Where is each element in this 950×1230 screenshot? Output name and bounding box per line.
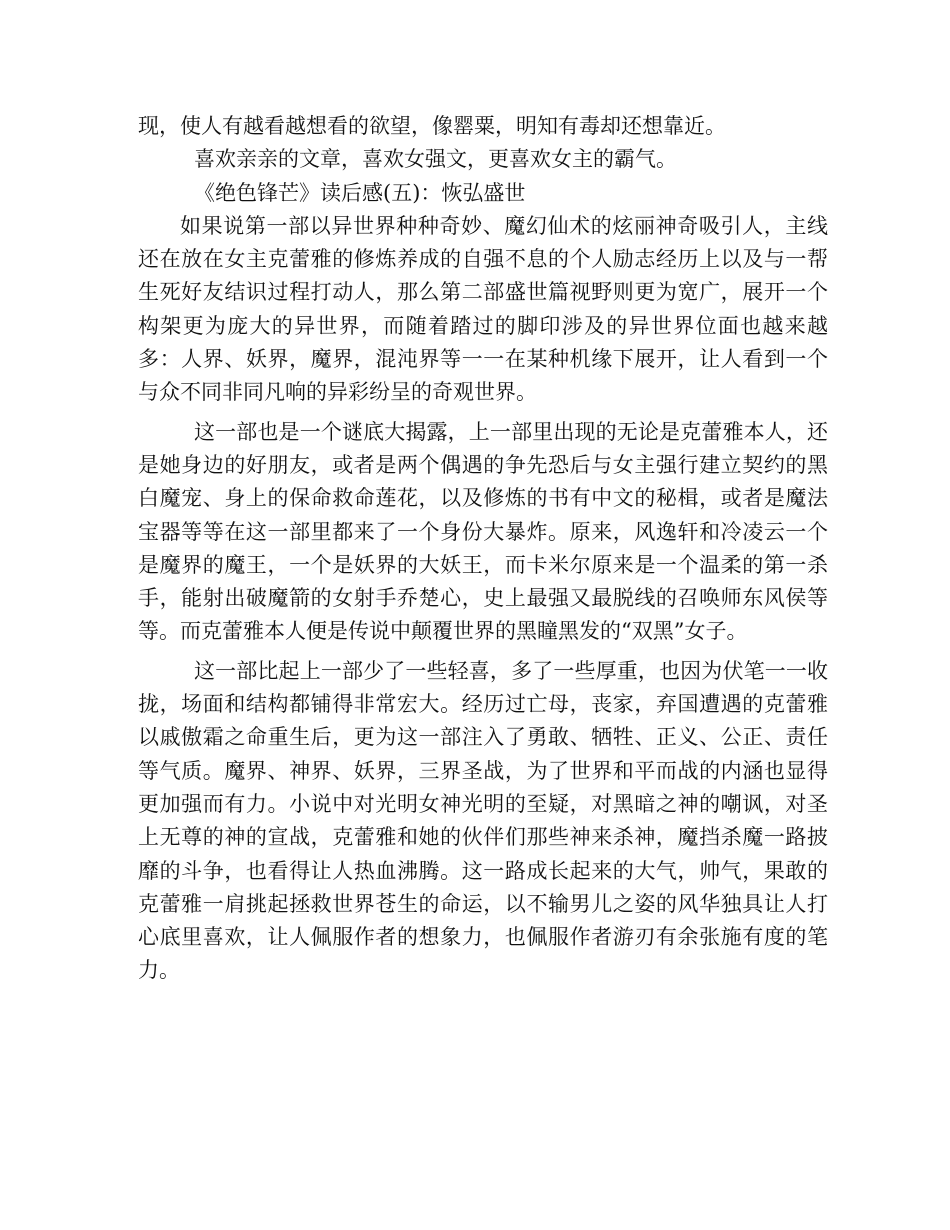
section-heading: 《绝色锋芒》读后感(五)：恢弘盛世	[194, 180, 526, 205]
paragraph-first-part: 如果说第一部以异世界种种奇妙、魔幻仙术的炫丽神奇吸引人，主线还在放在女主克蕾雅的修炼养成的自强不息的个人励志经历上以及与一帮生死好友结识过程打动人，那么第二部盛世篇视野则更为宽广，展开一个构架更为庞大的异世界，而随着踏过的脚印涉及的异世界位面也越来越多：人界、妖界，魔界，混沌界等一一在某种机缘下展开，让人看到一个与众不同非同凡响的异彩纷呈的奇观世界。	[138, 213, 828, 405]
paragraph-continuation: 现，使人有越看越想看的欲望，像罂粟，明知有毒却还想靠近。	[138, 114, 726, 138]
paragraph-comment: 喜欢亲亲的文章，喜欢女强文，更喜欢女主的霸气。	[194, 147, 677, 172]
document-body	[138, 110, 828, 988]
paragraph-mystery-reveal: 这一部也是一个谜底大揭露，上一部里出现的无论是克蕾雅本人，还是她身边的好朋友，或者是两个偶遇的争先恐后与女主强行建立契约的黑白魔宠、身上的保命救命莲花，以及修炼的书有中文的秘楫，或者是魔法宝器等等在这一部里都来了一个身份大暴炸。原来，风逸轩和冷凌云一个是魔界的魔王，一个是妖界的大妖王，而卡米尔原来是一个温柔的第一杀手，能射出破魔箭的女射手乔楚心，史上最强又最脱线的召唤师东风侯等等。而克蕾雅本人便是传说中颠覆世界的黑瞳黑发的“双黑”女子。	[138, 419, 828, 644]
paragraph-grand-scale: 这一部比起上一部少了一些轻喜，多了一些厚重，也因为伏笔一一收拢，场面和结构都铺得非常宏大。经历过亡母，丧家，弃国遭遇的克蕾雅以戚傲霜之命重生后，更为这一部注入了勇敢、牺牲、正义、公正、责任等气质。魔界、神界、妖界，三界圣战，为了世界和平而战的内涵也显得更加强而有力。小说中对光明女神光明的至疑，对黑暗之神的嘲讽，对圣上无尊的神的宣战，克蕾雅和她的伙伴们那些神来杀神，魔挡杀魔一路披靡的斗争，也看得让人热血沸腾。这一路成长起来的大气，帅气，果敢的克蕾雅一肩挑起拯救世界苍生的命运，以不输男儿之姿的风华独具让人打心底里喜欢，让人佩服作者的想象力，也佩服作者游刃有余张施有度的笔力。	[138, 658, 828, 983]
